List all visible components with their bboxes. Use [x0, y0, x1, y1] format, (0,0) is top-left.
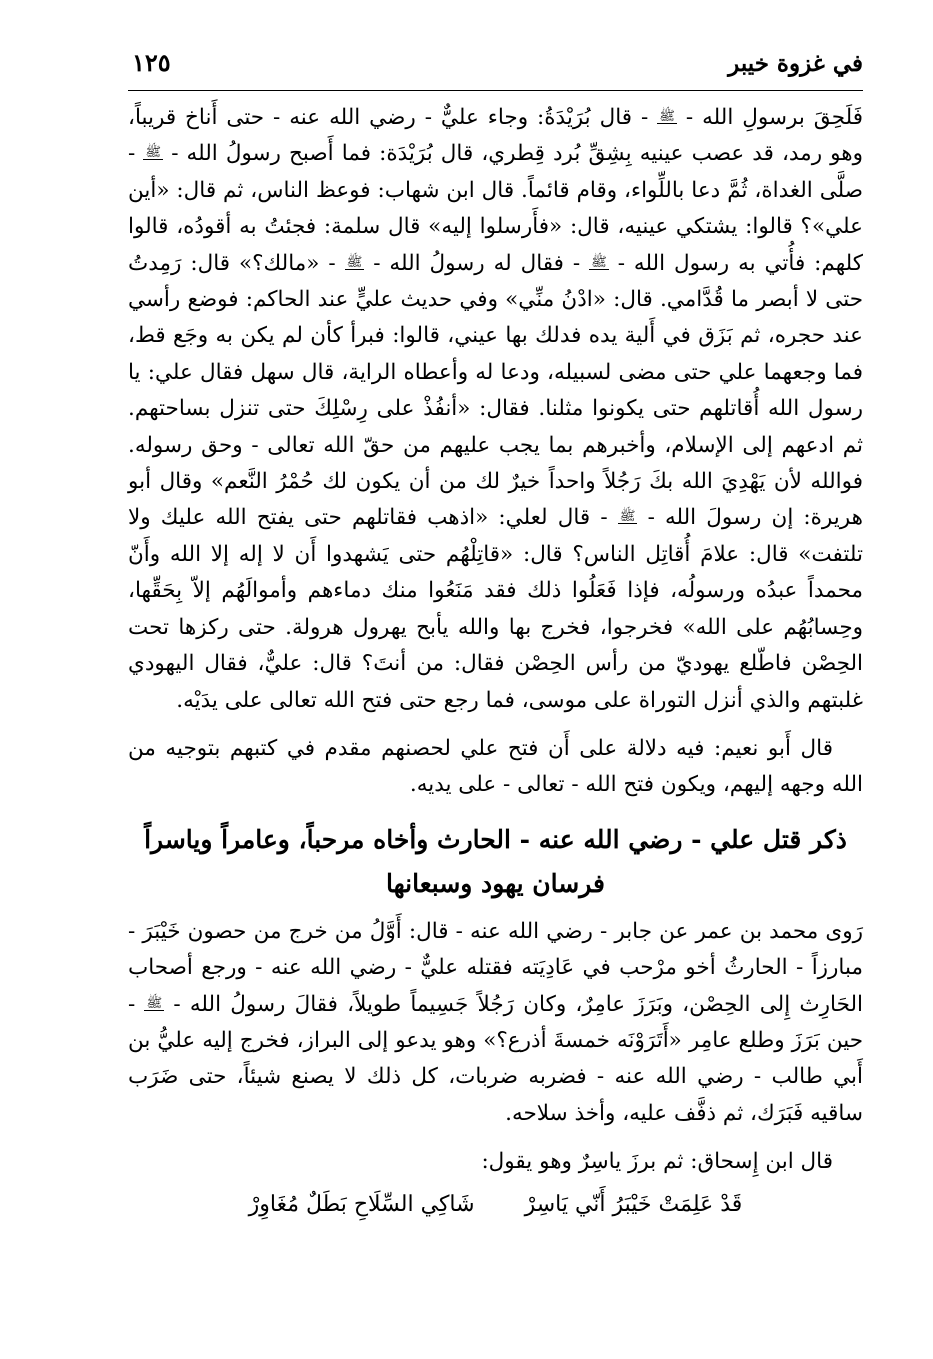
poem-hemistich-2: شَاكِي السِّلَاحِ بَطَلٌ مُغَاوِرْ [248, 1191, 475, 1217]
section-heading [128, 818, 863, 906]
main-text [128, 100, 863, 1223]
paragraph-1: فَلَحِقَ برسولِ الله - ﷺ - قال بُرَيْدَةُ: وجاء عليٌّ - رضي الله عنه - حتى أَناخ قريباً، وهو رمد، قد عصب عينيه بِشِقِّ بُرد قِطري، قال بُرَيْدَة: فما أَصبح رسولُ الله - ﷺ - صلَّى الغداة، ثُمَّ دعا باللِّواء، وقام قائماً. قال ابن شهاب: فوعظ الناس، ثم قال: «أين علي»؟ قالوا: يشتكي عينيه، قال: «فأَرسلوا إليه» قال سلمة: فجئتُ به أقودُه، قالوا كلهم: فأُتي به رسول الله - ﷺ - فقال له رسولُ الله - ﷺ - «مالك؟» قال: رَمِدتُ حتى لا أبصر ما قُدَّامي. قال: «ادْنُ منِّي» وفي حديث عليٍّ عند الحاكم: فوضع رأسي عند حجره، ثم بَزَق في أَلية يده فدلك بها عيني، قالوا: فبرأ كأن لم يكن به وجَع قط، فما وجعهما علي حتى مضى لسبيله، ودعا له وأعطاه الراية، قال سهل فقال علي: يا رسول الله أُقاتلهم حتى يكونوا مثلنا. فقال: «أنفُذْ على رِسْلِكَ حتى تنزل بساحتهم. ثم ادعهم إلى الإسلام، وأخبرهم بما يجب عليهم من حقّ الله تعالى - وحق رسوله. فوالله لأن يَهْدِيَ الله بكَ رَجُلاً واحداً خيرٌ لك من أن يكون لك حُمْرُ النَّعم» وقال أبو هريرة: إن رسولَ الله - ﷺ - قال لعلي: «اذهب فقاتلهم حتى يفتح الله عليك ولا تلتفت» قال: علامَ أُقاتِل الناس؟ قال: «قاتِلْهُم حتى يَشهدوا أَن لا إله إلا الله وأَنّ محمداً عبدُه ورسولُه، فإذا فَعَلُوا ذلك فقد مَنَعُوا منك دماءهم وأموالَهُم إلاّ بِحَقِّها، وحِسابُهُم على الله» فخرجوا، فخرج بها والله يأبح يهرول هرولة. حتى ركزها تحت الحِصْن فاطّلع يهوديّ من رأس الحِصْن فقال: من أنتَ؟ قال: عليٌّ، فقال اليهودي غلبتهم والذي أنزل التوراة على موسى، فما رجع حتى فتح الله تعالى على يدَيْه. [128, 105, 863, 713]
section-heading-line-2: فرسان يهود وسبعانها [386, 868, 605, 898]
section-heading-line-1: ذكر قتل علي - رضي الله عنه - الحارث وأخاه مرحباً، وعامراً وياسراً [144, 824, 847, 854]
salawat-symbol: ﷺ [591, 254, 607, 270]
salawat-symbol: ﷺ [145, 145, 162, 161]
salawat-symbol: ﷺ [146, 995, 163, 1011]
salawat-symbol: ﷺ [346, 254, 363, 270]
salawat-symbol: ﷺ [659, 109, 675, 124]
paragraph-2: قال أَبو نعيم: فيه دلالة على أَن فتح علي لحصنهم مقدم في كتبهم بتوجيه من الله وجهه إليهم، ويكون فتح الله - تعالى - على يديه. [128, 735, 863, 798]
paragraph-4: قال ابن إِسحاق: ثم برزَ ياسِرٌ وهو يقول: [481, 1149, 833, 1175]
salawat-symbol: ﷺ [619, 509, 636, 525]
poem-verse [128, 1187, 863, 1223]
page-number: ١٢٥ [132, 48, 171, 77]
page-header [128, 42, 863, 91]
poem-hemistich-1: قَدْ عَلِمَتْ خَيْبَرُ أَنّي يَاسِرْ [524, 1191, 743, 1217]
paragraph-3: رَوى محمد بن عمر عن جابر - رضي الله عنه - قال: أَوَّلُ من خرج من حصون خَيْبَرَ - مبارزاً - الحارثُ أخو مرْحب في عَادِيَته فقتله عليٌّ - رضي الله عنه - ورجع أصحاب الحَارِث إِلى الحِصْن، وبَرَزَ عامِرٌ، وكان رَجُلاً جَسِيماً طويلاً، فقالَ رسولُ الله - ﷺ - حين بَرَزَ وطلع عامِر «أَتَرَوْنَه خمسةَ أذرع؟» وهو يدعو إلى البراز، فخرج إليه عليُّ بن أَبي طالب - رضي الله عنه - فضربه ضربات، كل ذلك لا يصنع شيئاً، حتى ضَرَب ساقيه فَبَرَك، ثم ذفَّف عليه، وأخذ سلاحه. [128, 918, 863, 1126]
running-title: في غزوة خيبر [728, 50, 863, 77]
